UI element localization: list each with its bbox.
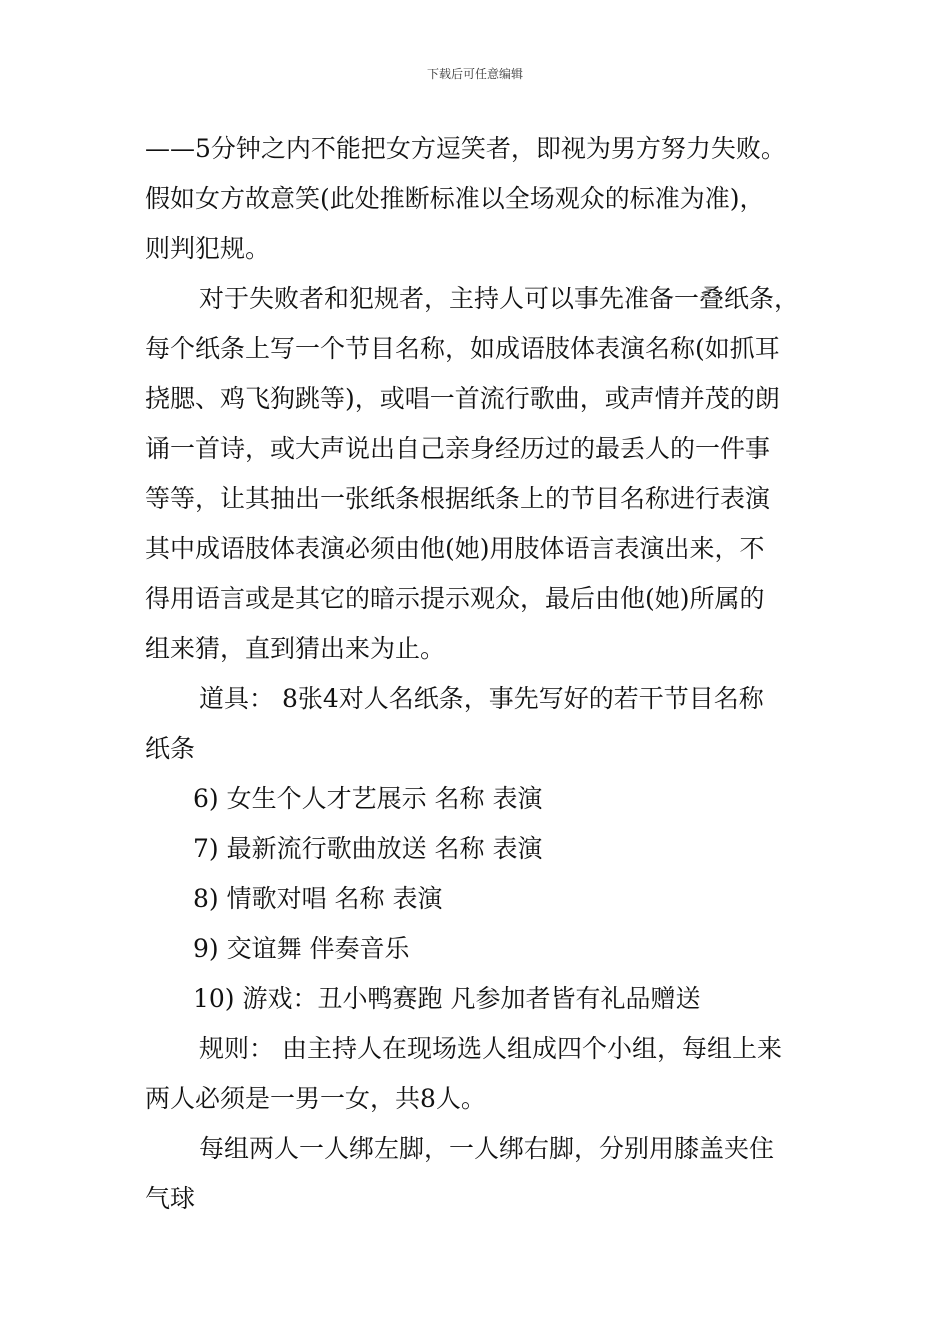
list-item: 6) 女生个人才艺展示 名称 表演 (193, 784, 543, 813)
paragraph-first-line: 对于失败者和犯规者，主持人可以事先准备一叠纸条， (199, 284, 800, 313)
list-item: 10) 游戏：丑小鸭赛跑 凡参加者皆有礼品赠送 (193, 984, 701, 1013)
text-line: 两人必须是一男一女，共8人。 (145, 1084, 486, 1113)
text-line: 纸条 (145, 734, 196, 763)
paragraph-first-line: 规则： 由主持人在现场选人组成四个小组，每组上来 (199, 1034, 782, 1063)
text-line: 等等，让其抽出一张纸条根据纸条上的节目名称进行表演 (145, 484, 771, 513)
text-line: 气球 (145, 1184, 196, 1213)
text-line: 则判犯规。 (145, 234, 271, 263)
list-item: 7) 最新流行歌曲放送 名称 表演 (193, 834, 543, 863)
text-line: 得用语言或是其它的暗示提示观众，最后由他(她)所属的 (145, 584, 765, 613)
paragraph-first-line: 道具： 8张4对人名纸条，事先写好的若干节目名称 (199, 684, 764, 713)
list-item: 9) 交谊舞 伴奏音乐 (193, 934, 410, 963)
header-note: 下载后可任意编辑 (426, 67, 523, 81)
text-line: 每个纸条上写一个节目名称，如成语肢体表演名称(如抓耳 (145, 334, 780, 363)
text-line: 假如女方故意笑(此处推断标准以全场观众的标准为准)， (145, 184, 765, 213)
list-item: 8) 情歌对唱 名称 表演 (193, 884, 443, 913)
text-line: ——5分钟之内不能把女方逗笑者，即视为男方努力失败。 (145, 134, 786, 163)
text-line: 其中成语肢体表演必须由他(她)用肢体语言表演出来，不 (145, 534, 765, 563)
text-line: 组来猜，直到猜出来为止。 (145, 634, 446, 663)
text-line: 挠腮、鸡飞狗跳等)，或唱一首流行歌曲，或声情并茂的朗 (145, 384, 780, 413)
document-body (145, 124, 815, 1224)
paragraph-first-line: 每组两人一人绑左脚，一人绑右脚，分别用膝盖夹住 (199, 1134, 775, 1163)
text-line: 诵一首诗，或大声说出自己亲身经历过的最丢人的一件事 (145, 434, 771, 463)
